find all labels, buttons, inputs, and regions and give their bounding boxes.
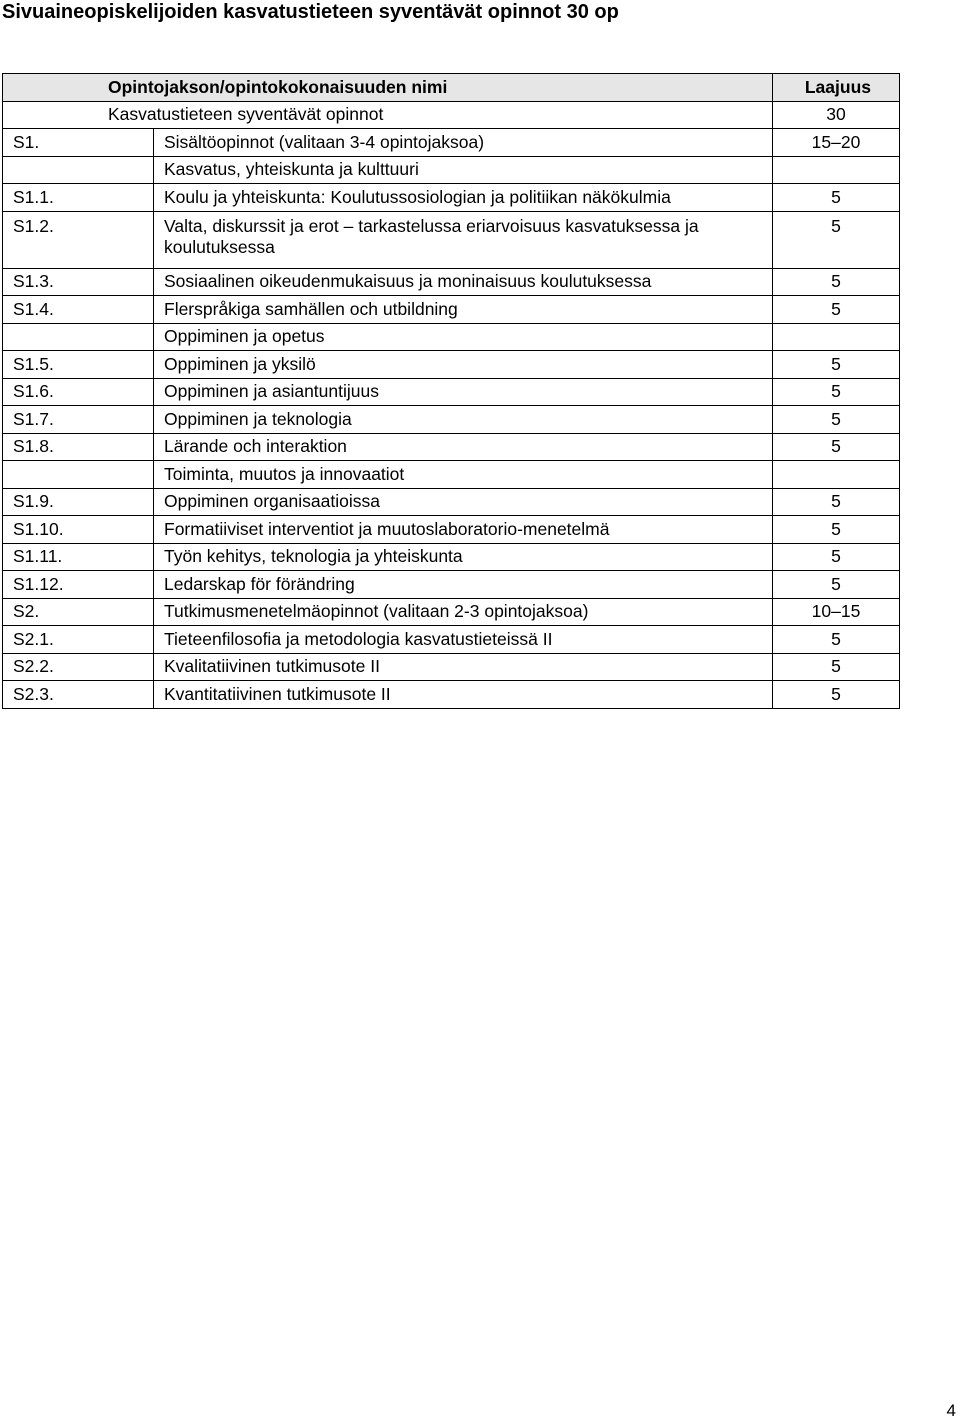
table-row <box>3 296 900 324</box>
course-credits <box>773 156 900 184</box>
course-name: Formatiiviset interventiot ja muutoslaboratorio-menetelmä <box>154 516 773 544</box>
course-code <box>3 461 154 489</box>
table-row <box>3 351 900 379</box>
course-name: Tutkimusmenetelmäopinnot (valitaan 2-3 opintojaksoa) <box>154 598 773 626</box>
table-row <box>3 156 900 184</box>
course-code: S2. <box>3 598 154 626</box>
header-name-cell: Opintojakson/opintokokonaisuuden nimi <box>3 74 773 102</box>
course-name: Oppiminen ja asiantuntijuus <box>154 378 773 406</box>
document-title: Sivuaineopiskelijoiden kasvatustieteen syventävät opinnot 30 op <box>2 1 619 23</box>
table-row <box>3 571 900 599</box>
table-header-row <box>3 74 900 102</box>
table-row <box>3 461 900 489</box>
table-row <box>3 653 900 681</box>
course-credits: 5 <box>773 543 900 571</box>
course-credits: 5 <box>773 516 900 544</box>
course-table <box>2 73 900 709</box>
table-row <box>3 488 900 516</box>
course-name: Ledarskap för förändring <box>154 571 773 599</box>
page-number: 4 <box>946 1401 956 1420</box>
course-credits <box>773 461 900 489</box>
course-name: Tieteenfilosofia ja metodologia kasvatustieteissä II <box>154 626 773 654</box>
course-credits: 5 <box>773 406 900 434</box>
course-credits: 15–20 <box>773 129 900 157</box>
course-code: S1.5. <box>3 351 154 379</box>
course-credits: 5 <box>773 268 900 296</box>
course-name: Oppiminen organisaatioissa <box>154 488 773 516</box>
course-code: S2.3. <box>3 681 154 709</box>
course-code <box>3 156 154 184</box>
course-table-body <box>3 74 900 709</box>
course-name: Sisältöopinnot (valitaan 3-4 opintojaksoa) <box>154 129 773 157</box>
course-group-name: Kasvatus, yhteiskunta ja kulttuuri <box>154 156 773 184</box>
course-code: S1.6. <box>3 378 154 406</box>
course-code: S1.7. <box>3 406 154 434</box>
course-name: Lärande och interaktion <box>154 433 773 461</box>
course-code: S1.9. <box>3 488 154 516</box>
course-code: S2.2. <box>3 653 154 681</box>
course-code: S1.1. <box>3 184 154 212</box>
course-credits: 5 <box>773 681 900 709</box>
table-row <box>3 626 900 654</box>
course-credits: 5 <box>773 626 900 654</box>
table-row <box>3 681 900 709</box>
table-row <box>3 211 900 268</box>
course-code <box>3 323 154 351</box>
table-row <box>3 543 900 571</box>
table-row <box>3 406 900 434</box>
course-credits: 5 <box>773 184 900 212</box>
course-credits: 5 <box>773 571 900 599</box>
course-credits: 5 <box>773 378 900 406</box>
table-row <box>3 598 900 626</box>
table-row <box>3 378 900 406</box>
table-row <box>3 433 900 461</box>
course-credits: 5 <box>773 351 900 379</box>
course-group-name: Oppiminen ja opetus <box>154 323 773 351</box>
course-code: S2.1. <box>3 626 154 654</box>
course-name: Työn kehitys, teknologia ja yhteiskunta <box>154 543 773 571</box>
main-course-name: Kasvatustieteen syventävät opinnot <box>3 101 773 129</box>
table-main-row <box>3 101 900 129</box>
table-row <box>3 268 900 296</box>
table-row <box>3 323 900 351</box>
course-credits: 5 <box>773 211 900 268</box>
course-group-name: Toiminta, muutos ja innovaatiot <box>154 461 773 489</box>
course-name: Kvalitatiivinen tutkimusote II <box>154 653 773 681</box>
course-name: Sosiaalinen oikeudenmukaisuus ja moninaisuus koulutuksessa <box>154 268 773 296</box>
course-name: Valta, diskurssit ja erot – tarkastelussa eriarvoisuus kasvatuksessa ja koulutuksessa <box>154 211 773 268</box>
course-credits: 5 <box>773 653 900 681</box>
course-name: Koulu ja yhteiskunta: Koulutussosiologian ja politiikan näkökulmia <box>154 184 773 212</box>
course-code: S1.2. <box>3 211 154 268</box>
course-credits: 5 <box>773 296 900 324</box>
main-course-credits: 30 <box>773 101 900 129</box>
course-code: S1.10. <box>3 516 154 544</box>
table-row <box>3 184 900 212</box>
course-code: S1.11. <box>3 543 154 571</box>
course-code: S1.4. <box>3 296 154 324</box>
course-name: Oppiminen ja yksilö <box>154 351 773 379</box>
course-name: Oppiminen ja teknologia <box>154 406 773 434</box>
table-row <box>3 516 900 544</box>
course-credits: 5 <box>773 433 900 461</box>
course-code: S1.8. <box>3 433 154 461</box>
header-credits-cell: Laajuus <box>773 74 900 102</box>
course-name: Kvantitatiivinen tutkimusote II <box>154 681 773 709</box>
course-code: S1. <box>3 129 154 157</box>
course-code: S1.3. <box>3 268 154 296</box>
course-credits: 5 <box>773 488 900 516</box>
table-row <box>3 129 900 157</box>
course-code: S1.12. <box>3 571 154 599</box>
course-credits: 10–15 <box>773 598 900 626</box>
course-name: Flerspråkiga samhällen och utbildning <box>154 296 773 324</box>
course-credits <box>773 323 900 351</box>
